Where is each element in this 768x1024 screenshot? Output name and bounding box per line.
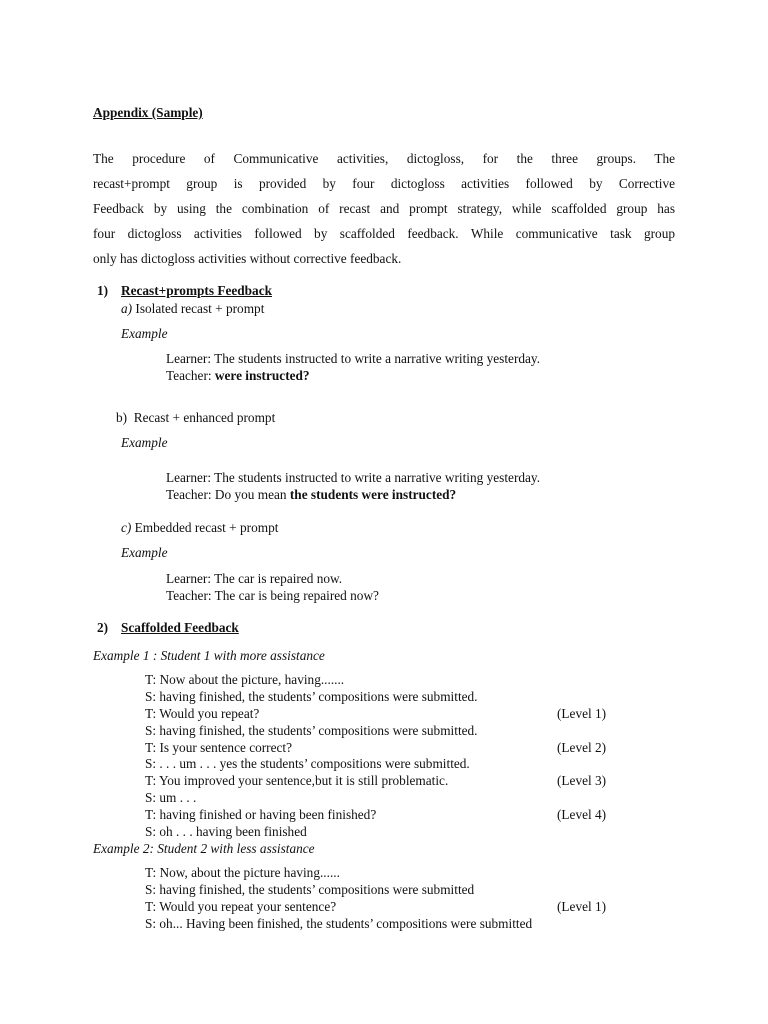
dialogue-line: T: having finished or having been finished? (145, 807, 377, 822)
section-1-number: 1) (97, 283, 109, 298)
dialogue-line: S: having finished, the students’ compositions were submitted (145, 882, 475, 897)
learner-line: Learner: The students instructed to write a narrative writing yesterday. (166, 470, 541, 485)
dialogue-line: T: Is your sentence correct? (145, 740, 293, 755)
learner-line: Learner: The car is repaired now. (166, 571, 343, 586)
dialogue-line: T: Now, about the picture having...... (145, 865, 340, 880)
dialogue-line: T: Would you repeat your sentence? (145, 899, 337, 914)
dialogue-line: S: . . . um . . . yes the students’ compositions were submitted. (145, 756, 470, 771)
level-label: (Level 1) (557, 706, 607, 721)
intro-line: four dictogloss activities followed by scaffolded feedback. While communicative task group (93, 226, 675, 241)
subsection-c: c) Embedded recast + prompt (121, 520, 279, 535)
dialogue-line: S: oh . . . having been finished (145, 824, 307, 839)
subsection-a: a) Isolated recast + prompt (121, 301, 265, 316)
example-label: Example (121, 326, 168, 341)
teacher-line: Teacher: Do you mean the students were instructed? (166, 487, 457, 502)
example-2-title: Example 2: Student 2 with less assistance (93, 841, 315, 856)
teacher-line: Teacher: The car is being repaired now? (166, 588, 379, 603)
subsection-b: b) Recast + enhanced prompt (116, 410, 276, 425)
section-1-heading: Recast+prompts Feedback (121, 283, 272, 298)
level-label: (Level 1) (557, 899, 607, 914)
dialogue-line: S: having finished, the students’ compositions were submitted. (145, 723, 478, 738)
intro-line: recast+prompt group is provided by four dictogloss activities followed by Corrective (93, 176, 675, 191)
intro-line: only has dictogloss activities without corrective feedback. (93, 251, 402, 266)
intro-line: The procedure of Communicative activities, dictogloss, for the three groups. The (93, 151, 675, 166)
teacher-line: Teacher: were instructed? (166, 368, 310, 383)
dialogue-line: S: oh... Having been finished, the students’ compositions were submitted (145, 916, 533, 931)
dialogue-line: S: um . . . (145, 790, 197, 805)
level-label: (Level 3) (557, 773, 607, 788)
intro-paragraph (93, 146, 675, 271)
intro-line: Feedback by using the combination of recast and prompt strategy, while scaffolded group has (93, 201, 675, 216)
section-2-number: 2) (97, 620, 109, 635)
dialogue-line: T: You improved your sentence,but it is still problematic. (145, 773, 449, 788)
level-label: (Level 2) (557, 740, 607, 755)
example-1-title: Example 1 : Student 1 with more assistance (93, 648, 325, 663)
dialogue-line: T: Would you repeat? (145, 706, 260, 721)
section-2-heading: Scaffolded Feedback (121, 620, 239, 635)
dialogue-line: T: Now about the picture, having....... (145, 672, 345, 687)
page-title: Appendix (Sample) (93, 105, 203, 120)
example-label: Example (121, 435, 168, 450)
level-label: (Level 4) (557, 807, 607, 822)
dialogue-line: S: having finished, the students’ compositions were submitted. (145, 689, 478, 704)
example-label: Example (121, 545, 168, 560)
learner-line: Learner: The students instructed to write a narrative writing yesterday. (166, 351, 541, 366)
